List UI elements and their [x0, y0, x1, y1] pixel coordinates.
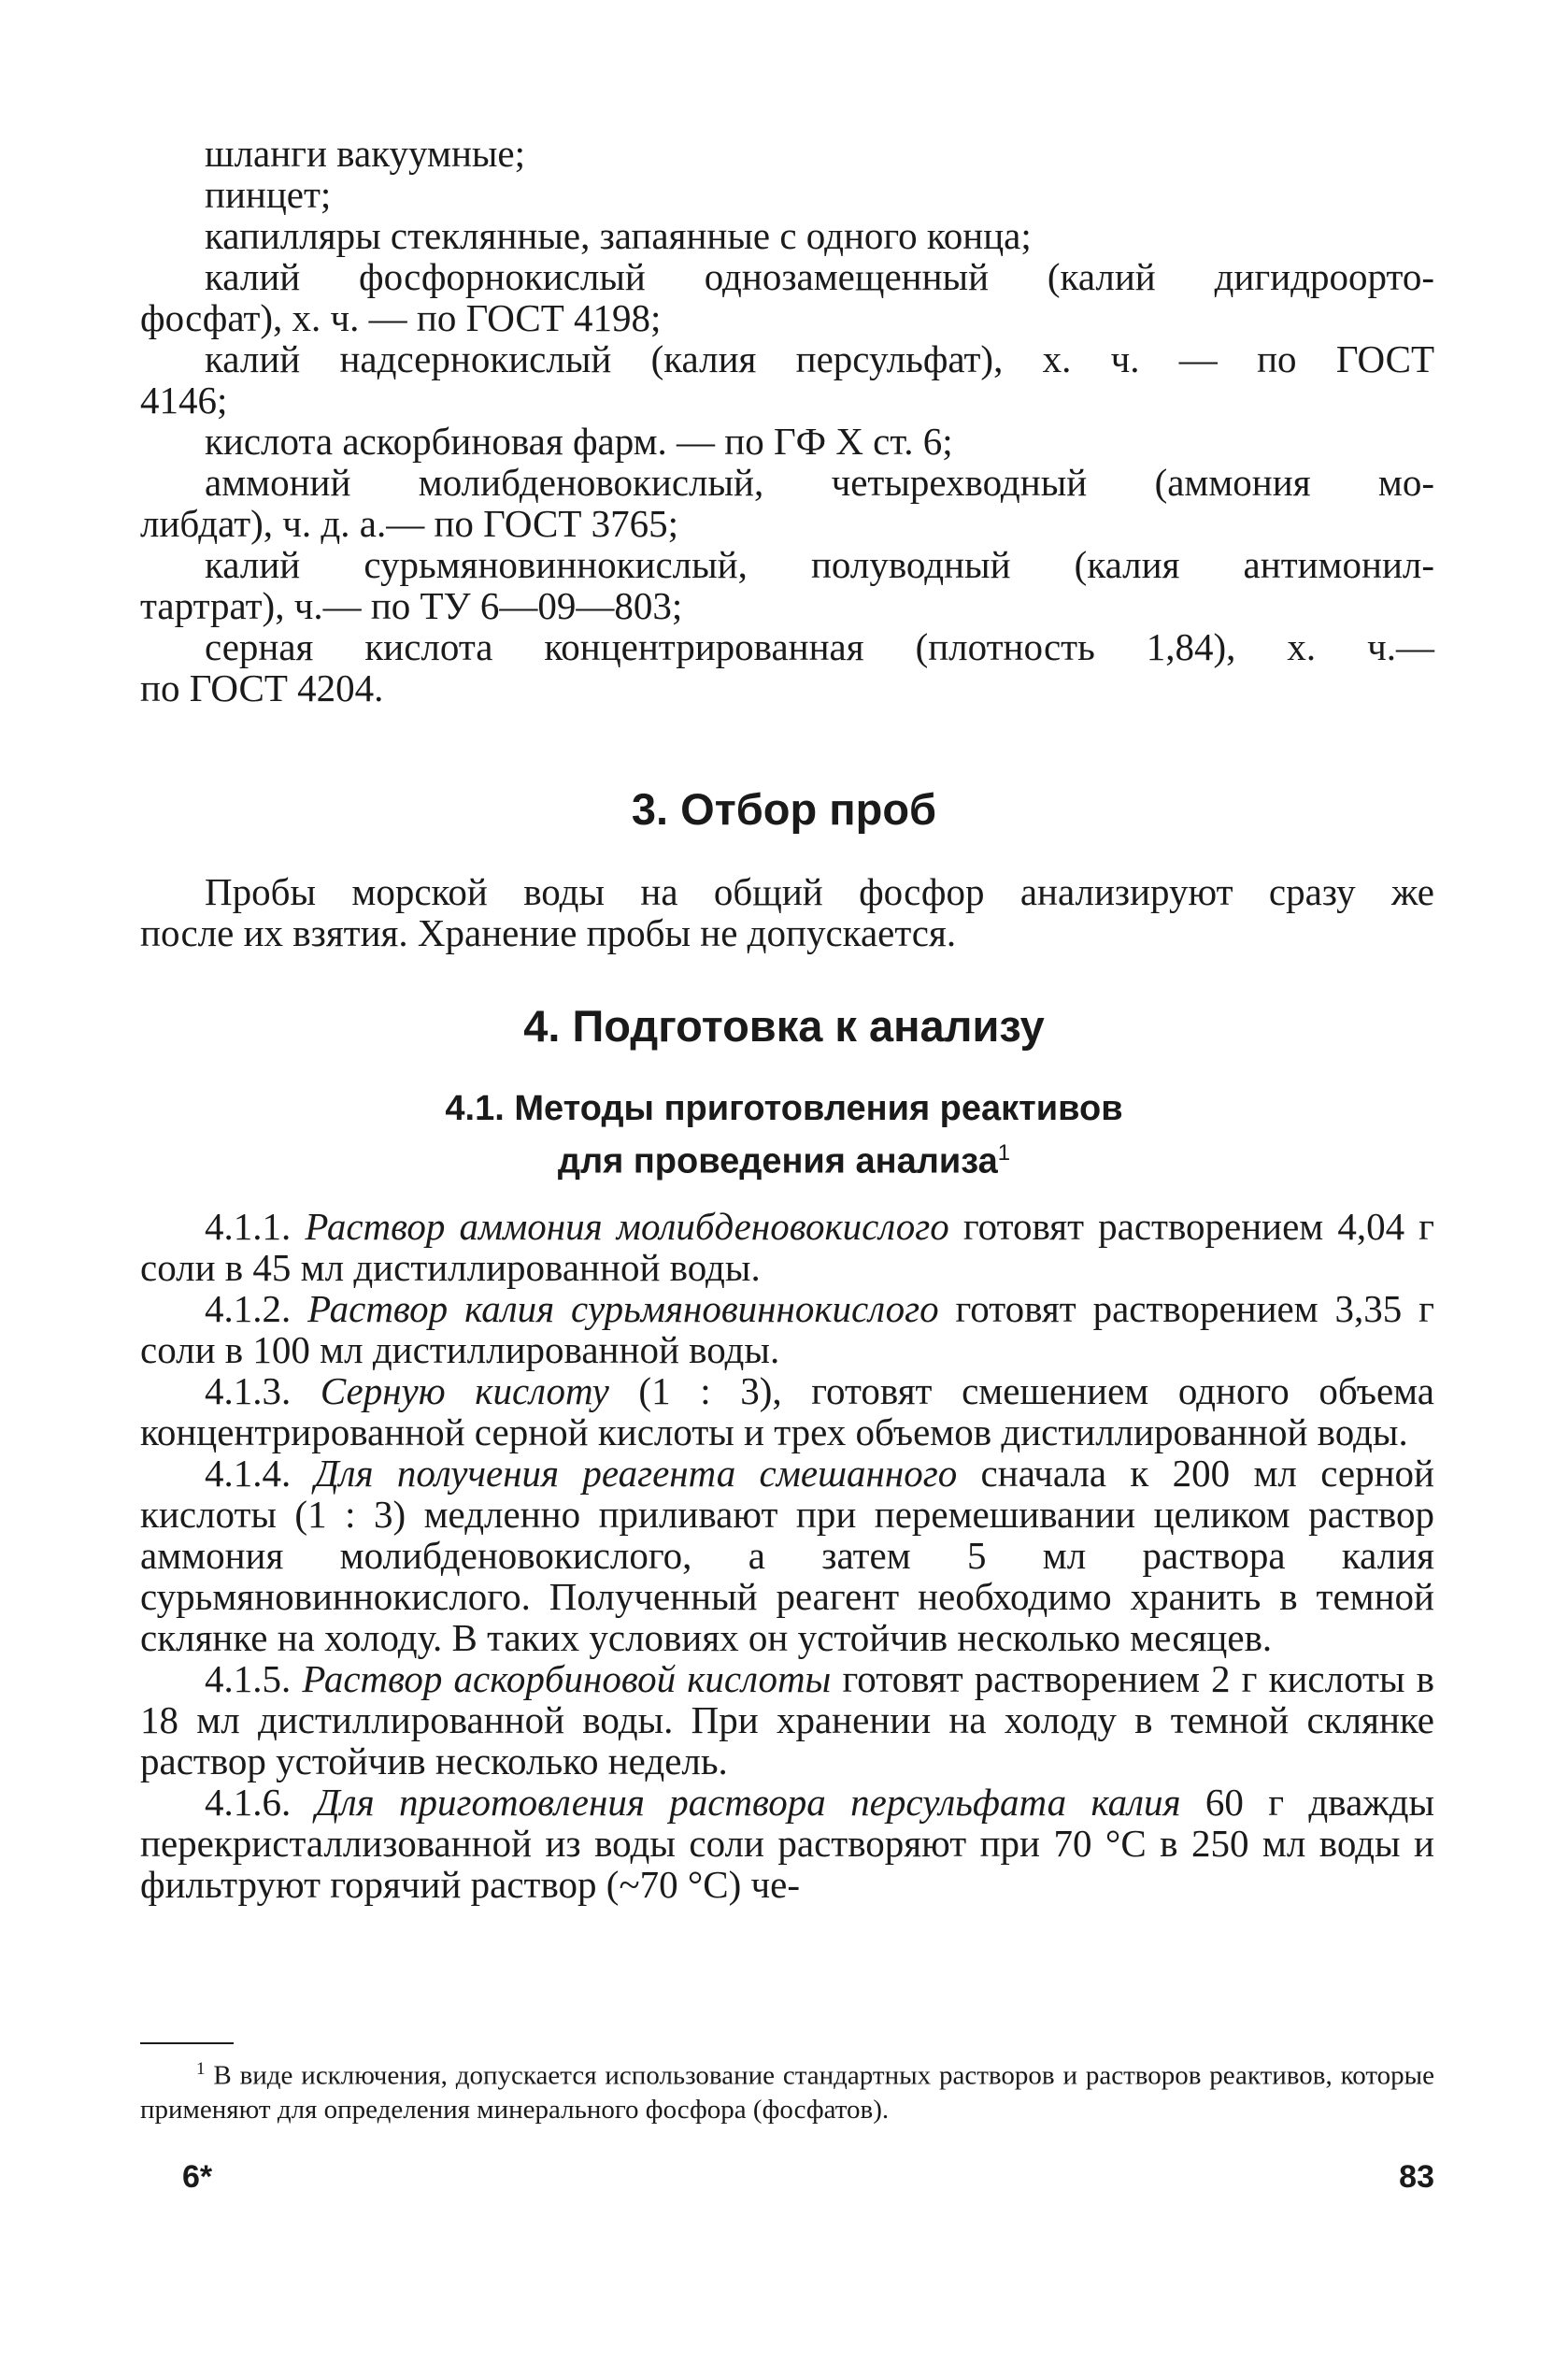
section-4-title: 4. Подготовка к анализу [523, 1001, 1045, 1051]
footnote-text: В виде исключения, допускается использование стандартных растворов и растворов реактивов, которые применяют для определения минерального фосфора (фосфатов). [140, 2060, 1434, 2125]
list-item: шланги вакуумные; [205, 132, 526, 175]
section-3-text: Пробы морской воды на общий фосфор анализируют сразу же после их взятия. Хранение пробы не допускается. [140, 870, 1434, 954]
paragraph: 4.1.4. Для получения реагента смешанного сначала к 200 мл серной кислоты (1 : 3) медленно приливают при перемешивании целиком раствор аммония молибденовокислого, а затем 5 мл раствора калия сурьмяновиннокислого. Полученный реагент необходимо хранить в темной склянке на холоду. В таких условиях он устойчив несколько месяцев. [140, 1452, 1434, 1659]
paragraph: 4.1.5. Раствор аскорбиновой кислоты готовят растворением 2 г кислоты в 18 мл дистиллированной воды. При хранении на холоду в темной склянке раствор устойчив несколько недель. [140, 1657, 1434, 1782]
reagent-list [140, 133, 1434, 709]
list-item: кислота аскорбиновая фарм. — по ГФ X ст. 6; [205, 420, 953, 463]
paragraph: 4.1.1. Раствор аммония молибденовокислого готовят растворением 4,04 г соли в 45 мл дистиллированной воды. [140, 1205, 1434, 1289]
footnote-reference: 1 [997, 1140, 1011, 1166]
list-item: пинцет; [205, 173, 332, 216]
subsection-title-line: 4.1. Методы приготовления реактивов [445, 1089, 1123, 1128]
paragraph: 4.1.2. Раствор калия сурьмяновиннокислого готовят растворением 3,35 г соли в 100 мл дистиллированной воды. [140, 1287, 1435, 1371]
section-3-title: 3. Отбор проб [631, 784, 937, 834]
subsection-title-line: для проведения анализа$^1$ [557, 1140, 1011, 1181]
list-item: капилляры стеклянные, запаянные с одного конца; [205, 214, 1032, 257]
paragraph: 4.1.6. Для приготовления раствора персульфата калия 60 г дважды перекристаллизованной из воды соли растворяют при 70 °C в 250 мл воды и фильтруют горячий раствор (~70 °C) че- [140, 1781, 1435, 1906]
footnote-divider [140, 2042, 234, 2044]
paragraph: 4.1.3. Серную кислоту (1 : 3), готовят смешением одного объема концентрированной серной кислоты и трех объемов дистиллированной воды. [140, 1369, 1435, 1453]
subsection-4-1-title [0, 1086, 1568, 1184]
list-item: аммоний молибденовокислый, четырехводный (аммония мо- либдат), ч. д. а.— по ГОСТ 3765; [140, 461, 1434, 545]
list-item: серная кислота концентрированная (плотность 1,84), х. ч.— по ГОСТ 4204. [140, 625, 1434, 709]
list-item: калий фосфорнокислый однозамещенный (калий дигидроорто- фосфат), х. ч. — по ГОСТ 4198; [140, 255, 1434, 339]
footnote-mark: 1 [196, 2059, 206, 2079]
signature-mark: 6* [182, 2159, 213, 2195]
page-number: 83 [1399, 2159, 1434, 2195]
footnote [140, 2053, 1434, 2126]
list-item: калий сурьмяновиннокислый, полуводный (калия антимонил- тартрат), ч.— по ТУ 6—09—803; [140, 543, 1434, 627]
section-4-paragraphs [140, 1206, 1434, 1905]
list-item: калий надсернокислый (калия персульфат), х. ч. — по ГОСТ 4146; [140, 337, 1434, 422]
